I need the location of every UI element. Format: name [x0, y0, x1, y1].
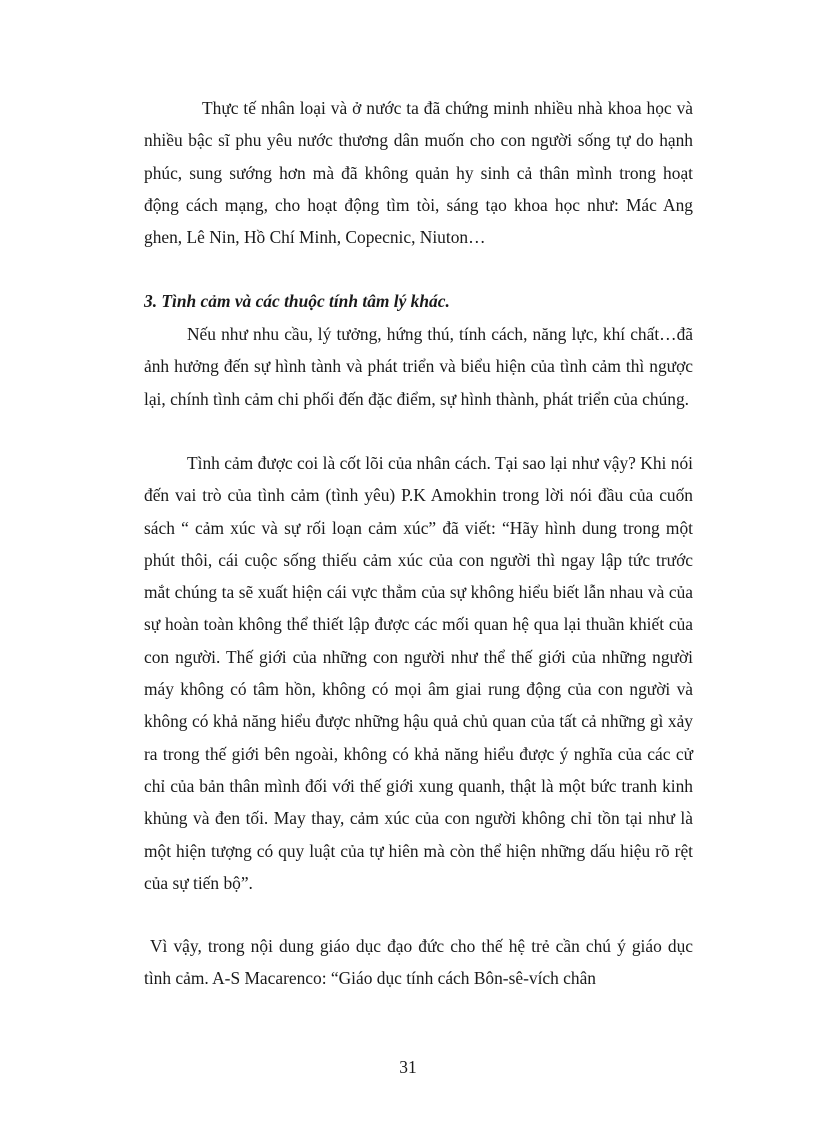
paragraph: Vì vậy, trong nội dung giáo dục đạo đức cho thế hệ trẻ cần chú ý giáo dục tình cảm. A-S Macarenco: “Giáo dục tính cách Bôn-sê-vích chân [144, 936, 693, 989]
paragraph-block-2 [144, 318, 693, 415]
section-heading: 3. Tình cảm và các thuộc tính tâm lý khác. [144, 291, 450, 311]
paragraph: Thực tế nhân loại và ở nước ta đã chứng minh nhiều nhà khoa học và nhiều bậc sĩ phu yêu nước thương dân muốn cho con người sống tự do hạnh phúc, sung sướng hơn mà đã không quản hy sinh cả thân mình trong hoạt động cách mạng, cho hoạt động tìm tòi, sáng tạo khoa học như: Mác Ang ghen, Lê Nin, Hồ Chí Minh, Copecnic, Niuton… [144, 98, 693, 248]
paragraph-block-3 [144, 447, 693, 899]
page-number: 31 [399, 1057, 417, 1077]
paragraph-block-1 [144, 92, 693, 253]
paragraph: Nếu như nhu cầu, lý tưởng, hứng thú, tính cách, năng lực, khí chất…đã ảnh hưởng đến sự hình tành và phát triển và biểu hiện của tình cảm thì ngược lại, chính tình cảm chi phối đến đặc điểm, sự hình thành, phát triển của chúng. [144, 324, 693, 409]
paragraph: Tình cảm được coi là cốt lõi của nhân cách. Tại sao lại như vậy? Khi nói đến vai trò của tình cảm (tình yêu) P.K Amokhin trong lời nói đầu của cuốn sách “ cảm xúc và sự rối loạn cảm xúc” đã viết: “Hãy hình dung trong một phút thôi, cái cuộc sống thiếu cảm xúc của con người thì ngay lập tức trước mắt chúng ta sẽ xuất hiện cái vực thẳm của sự không hiểu biết lẫn nhau và của sự hoàn toàn không thể thiết lập được các mối quan hệ qua lại thuần khiết của con người. Thế giới của những con người như thể thế giới của những người máy không có tâm hồn, không có mọi âm giai rung động của con người và không có khả năng hiểu được những hậu quả chủ quan của tất cả những gì xảy ra trong thế giới bên ngoài, không có khả năng hiểu được ý nghĩa của các cử chỉ của bản thân mình đối với thế giới xung quanh, thật là một bức tranh kinh khủng và đen tối. May thay, cảm xúc của con người không chỉ tồn tại như là một hiện tượng có quy luật của tự hiên mà còn thể hiện những dấu hiệu rõ rệt của sự tiến bộ”. [144, 453, 693, 893]
section-heading-block [144, 285, 693, 317]
paragraph-block-4 [144, 930, 693, 995]
